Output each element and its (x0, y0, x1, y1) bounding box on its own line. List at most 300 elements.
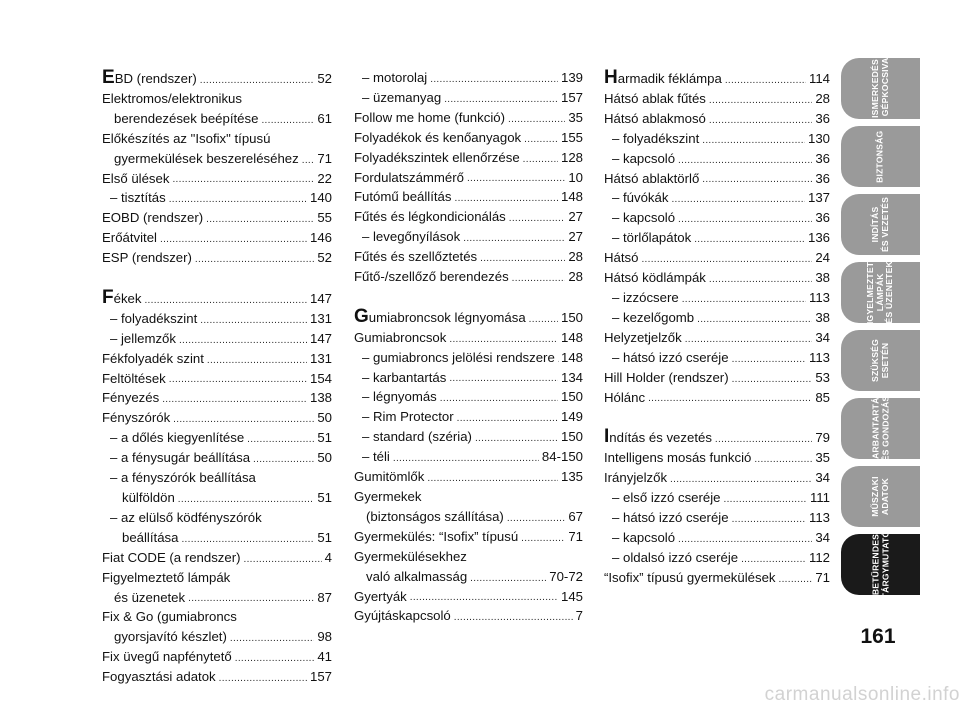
entry-label: Hátsó ablakmosó (604, 110, 706, 126)
entry-label: Fiat CODE (a rendszer) (102, 549, 241, 565)
index-entry (102, 208, 332, 228)
index-entry (102, 428, 332, 448)
chapter-tabs (841, 52, 920, 602)
entry-label: Helyzetjelzők (604, 329, 682, 345)
entry-label: Fűtés és szellőztetés (354, 249, 478, 265)
page-ref: 137 (807, 190, 830, 206)
chapter-tab-label: MŰSZAKI ADATOK (869, 476, 890, 517)
chapter-tab-label: ISMERKEDÉS A GÉPKOCSIVAL (869, 52, 890, 125)
page-ref: 7 (575, 608, 583, 624)
index-entry (354, 187, 583, 207)
chapter-tab[interactable] (841, 255, 920, 330)
leader-dots (454, 606, 573, 626)
entry-continuation (102, 588, 332, 608)
index-entry (604, 548, 830, 568)
entry-label: – üzemanyag (362, 89, 442, 105)
index-entry (102, 468, 332, 508)
index-entry (102, 508, 332, 548)
page-ref: 113 (808, 289, 830, 305)
leader-dots (685, 328, 813, 348)
entry-label: Fogyasztási adatok (102, 669, 216, 685)
entry-label: – karbantartás (362, 369, 447, 385)
section-gap (102, 268, 332, 288)
section-gap (604, 407, 830, 427)
section-initial: E (102, 67, 115, 88)
chapter-tab[interactable] (841, 391, 920, 466)
section-initial: F (102, 286, 114, 308)
entry-label: – hátsó izzó cseréje (612, 349, 729, 365)
index-column-3 (604, 68, 830, 588)
entry-label: – jellemzők (110, 330, 176, 346)
entry-label: Feltöltések (102, 370, 166, 386)
entry-continuation (102, 109, 332, 129)
page-ref: 157 (309, 669, 332, 685)
index-entry (102, 248, 332, 268)
index-entry (102, 228, 332, 248)
leader-dots (188, 588, 314, 608)
page-ref: 113 (808, 349, 830, 365)
page-ref: 36 (815, 110, 830, 126)
page-ref: 67 (568, 508, 583, 524)
entry-label-continued: külföldön (122, 490, 175, 506)
entry-label: – kapcsoló (612, 529, 676, 545)
page-ref: 71 (317, 150, 332, 166)
entry-label: Folyadékok és kenőanyagok (354, 129, 522, 145)
index-entry (354, 307, 583, 328)
leader-dots (244, 548, 322, 568)
page-ref: 138 (309, 390, 332, 406)
leader-dots (206, 208, 314, 228)
section-gap (354, 287, 583, 307)
leader-dots (671, 188, 805, 208)
page-ref: 35 (568, 109, 583, 125)
entry-label: Első ülések (102, 170, 170, 186)
leader-dots (521, 527, 565, 547)
page-ref: 155 (560, 129, 583, 145)
entry-label: – standard (széria) (362, 429, 472, 445)
index-column-1 (102, 68, 332, 687)
chapter-tab-label: INDÍTÁS ÉS VEZETÉS (869, 196, 890, 253)
leader-dots (475, 427, 558, 447)
entry-label: – motorolaj (362, 70, 428, 85)
page-ref: 28 (568, 269, 583, 285)
page-ref: 148 (560, 329, 583, 345)
index-entry (354, 487, 583, 527)
entry-label: Erőátvitel (102, 230, 157, 246)
leader-dots (181, 528, 314, 548)
leader-dots (529, 308, 558, 328)
entry-label: – folyadékszint (612, 130, 700, 146)
entry-label: Gyermekülésekhez (354, 548, 467, 564)
leader-dots (725, 69, 806, 89)
leader-dots (648, 388, 812, 408)
entry-label: Fényezés (102, 390, 160, 406)
page-ref: 147 (309, 330, 332, 346)
index-entry (354, 387, 583, 407)
page-ref: 10 (568, 169, 583, 185)
entry-label: – kapcsoló (612, 210, 676, 226)
entry-label: – első izzó cseréje (612, 490, 721, 506)
entry-label: Gumitömlők (354, 469, 425, 485)
entry-label: Intelligens mosás funkció (604, 450, 752, 466)
entry-continuation (102, 627, 332, 647)
entry-label: Elektromos/elektronikus (102, 90, 242, 106)
leader-dots (732, 368, 813, 388)
entry-label: – tisztítás (110, 190, 166, 206)
leader-dots (463, 227, 565, 247)
index-entry (604, 308, 830, 328)
page-ref: 38 (815, 270, 830, 286)
index-entry (354, 88, 583, 108)
entry-label: Fordulatszámmérő (354, 169, 464, 185)
index-entry (354, 527, 583, 547)
page-ref: 84-150 (541, 449, 583, 465)
entry-label-rest: umiabroncsok légnyomása (368, 309, 526, 325)
index-entry (604, 188, 830, 208)
chapter-tab-label: BIZTONSÁG (874, 130, 885, 183)
entry-label: Hátsó ablaktörlő (604, 170, 700, 186)
leader-dots (508, 108, 565, 128)
entry-continuation (354, 507, 583, 527)
page-ref: 148 (560, 349, 583, 365)
entry-label: Figyelmeztető lámpák (102, 569, 231, 585)
entry-continuation (110, 488, 332, 508)
entry-label: Gumiabroncsok (354, 329, 447, 345)
index-entry (604, 348, 830, 368)
leader-dots (715, 428, 812, 448)
entry-label: Fűtés és légkondicionálás (354, 209, 506, 225)
entry-label (604, 68, 722, 89)
leader-dots (512, 267, 566, 287)
index-entry (354, 328, 583, 348)
leader-dots (641, 248, 812, 268)
index-entry (604, 149, 830, 169)
page-number: 161 (860, 625, 896, 648)
index-entry (354, 407, 583, 427)
entry-label-continued: beállítása (122, 529, 179, 545)
leader-dots (179, 329, 307, 349)
index-entry (604, 568, 830, 588)
page-ref: 150 (560, 429, 583, 445)
leader-dots (235, 647, 315, 667)
index-entry (354, 247, 583, 267)
page-ref: 145 (560, 588, 583, 604)
index-entry (354, 148, 583, 168)
entry-label: Fényszórók (102, 410, 171, 426)
leader-dots (261, 109, 314, 129)
page-ref: 114 (808, 71, 830, 86)
index-entry (354, 547, 583, 587)
leader-dots (678, 149, 812, 169)
entry-label-continued: való alkalmasság (366, 568, 468, 584)
entry-label: ESP (rendszer) (102, 250, 192, 266)
entry-label: – levegőnyílások (362, 229, 461, 245)
entry-label: Előkészítés az "Isofix" típusú (102, 130, 271, 146)
chapter-tab[interactable] (841, 530, 920, 599)
leader-dots (393, 447, 539, 467)
leader-dots (467, 168, 565, 188)
index-entry (604, 68, 830, 89)
page-ref: 34 (815, 329, 830, 345)
index-entry (354, 267, 583, 287)
leader-dots (162, 389, 307, 409)
index-entry (102, 349, 332, 369)
index-entry (354, 348, 583, 368)
entry-label: – a fényszórók beállítása (110, 470, 256, 486)
entry-label: Fűtő-/szellőző berendezés (354, 269, 509, 285)
page-ref: 131 (309, 310, 332, 326)
index-entry (102, 309, 332, 329)
index-entry (102, 568, 332, 608)
index-entry (604, 388, 830, 408)
index-entry (604, 89, 830, 109)
entry-label-rest: armadik féklámpa (617, 71, 722, 86)
page-ref: 61 (317, 110, 332, 126)
page-ref: 34 (815, 470, 830, 486)
chapter-tab[interactable] (841, 52, 920, 125)
chapter-tab[interactable] (841, 126, 920, 187)
index-entry (604, 228, 830, 248)
page-ref: 87 (317, 589, 332, 605)
entry-label: – oldalsó izzó cseréje (612, 549, 739, 565)
page-ref: 70-72 (549, 568, 583, 584)
page-ref: 36 (815, 210, 830, 226)
page-ref: 134 (560, 369, 583, 385)
leader-dots (697, 308, 812, 328)
section-initial: G (354, 305, 369, 327)
page-ref: 135 (560, 469, 583, 485)
index-entry (604, 248, 830, 268)
page-ref: 52 (317, 71, 332, 86)
leader-dots (195, 248, 314, 268)
page-ref: 51 (317, 430, 332, 446)
page-ref: 111 (809, 490, 830, 506)
entry-label-rest: BD (rendszer) (114, 71, 197, 86)
page-ref: 146 (309, 230, 332, 246)
page-ref: 4 (324, 549, 332, 565)
leader-dots (178, 488, 315, 508)
leader-dots (480, 247, 565, 267)
entry-label-rest: ndítás és vezetés (609, 430, 712, 446)
index-entry (354, 207, 583, 227)
page-ref: 85 (815, 389, 830, 405)
entry-label: Follow me home (funkció) (354, 109, 505, 125)
leader-dots (169, 188, 307, 208)
entry-continuation (102, 149, 332, 169)
entry-label (102, 288, 141, 309)
entry-label: Irányjelzők (604, 470, 668, 486)
leader-dots (173, 408, 314, 428)
page-ref: 27 (568, 209, 583, 225)
leader-dots (741, 548, 806, 568)
index-entry (604, 169, 830, 189)
page-ref: 51 (317, 490, 332, 506)
index-entry (604, 328, 830, 348)
page-ref: 50 (317, 450, 332, 466)
leader-dots (219, 667, 307, 687)
page-ref: 147 (309, 290, 332, 306)
index-entry (354, 128, 583, 148)
index-entry (102, 369, 332, 389)
entry-label: – a fénysugár beállítása (110, 450, 251, 466)
index-entry (102, 448, 332, 468)
index-entry (604, 427, 830, 448)
leader-dots (670, 468, 812, 488)
page-ref: 71 (568, 528, 583, 544)
leader-dots (682, 288, 806, 308)
leader-dots (253, 448, 314, 468)
index-entry (354, 427, 583, 447)
entry-label: – fúvókák (612, 190, 669, 206)
entry-label (354, 307, 526, 328)
page-ref: 79 (815, 430, 830, 446)
leader-dots (694, 228, 805, 248)
entry-label-continued: és üzenetek (114, 589, 186, 605)
leader-dots (732, 508, 806, 528)
leader-dots (709, 109, 812, 129)
entry-label-continued: berendezések beépítése (114, 110, 259, 126)
index-entry (102, 647, 332, 667)
index-entry (354, 168, 583, 188)
leader-dots (723, 488, 806, 508)
index-entry (354, 467, 583, 487)
index-entry (604, 448, 830, 468)
index-entry (354, 368, 583, 388)
leader-dots (410, 587, 558, 607)
entry-label: – izzócsere (612, 289, 679, 305)
entry-label: Fékfolyadék szint (102, 350, 204, 366)
page-ref: 154 (309, 370, 332, 386)
entry-label: Hátsó (604, 250, 639, 266)
entry-label: EOBD (rendszer) (102, 210, 204, 226)
chapter-tab-label: BETŰRENDES TÁRGYMUTATÓ (869, 530, 890, 599)
index-entry (102, 548, 332, 568)
page-ref: 41 (317, 649, 332, 665)
index-entry (604, 508, 830, 528)
leader-dots (200, 309, 307, 329)
page-ref: 71 (815, 569, 830, 585)
index-entry (102, 329, 332, 349)
entry-label: Futómű beállítás (354, 189, 452, 205)
page-ref: 22 (317, 170, 332, 186)
page-ref: 148 (560, 189, 583, 205)
page-ref: 51 (317, 529, 332, 545)
entry-label: – kezelőgomb (612, 309, 695, 325)
page-ref: 27 (568, 229, 583, 245)
chapter-tab-label: FIGYELMEZTETŐ LÁMPÁK ÉS ÜZENETEK (865, 255, 895, 330)
leader-dots (678, 528, 812, 548)
entry-label: Hátsó ködlámpák (604, 270, 706, 286)
chapter-tab[interactable] (841, 194, 920, 255)
watermark: carmanualsonline.info (764, 684, 960, 705)
index-entry (102, 667, 332, 687)
leader-dots (709, 89, 812, 109)
entry-label (102, 68, 197, 89)
page-ref: 130 (807, 130, 830, 146)
leader-dots (302, 149, 315, 169)
index-entry (102, 89, 332, 129)
page-ref: 149 (560, 409, 583, 425)
page-ref: 36 (815, 170, 830, 186)
index-entry (604, 208, 830, 228)
leader-dots (709, 268, 812, 288)
index-entry (102, 188, 332, 208)
index-entry (354, 447, 583, 467)
leader-dots (524, 128, 558, 148)
entry-continuation (354, 567, 583, 587)
entry-label: – folyadékszint (110, 310, 198, 326)
page-ref: 28 (568, 249, 583, 265)
page-ref: 52 (317, 250, 332, 266)
page-ref: 98 (317, 629, 332, 645)
leader-dots (440, 388, 558, 408)
leader-dots (230, 627, 314, 647)
chapter-tab[interactable] (841, 330, 920, 391)
entry-label: Hólánc (604, 389, 646, 405)
chapter-tab-label: SZÜKSÉG ESETÉN (869, 339, 890, 382)
index-entry (354, 227, 583, 247)
entry-label: Fix üvegű napfénytető (102, 649, 232, 665)
entry-label: Gyertyák (354, 588, 407, 604)
leader-dots (430, 68, 558, 88)
leader-dots (449, 368, 558, 388)
index-entry (354, 587, 583, 607)
index-entry (604, 368, 830, 388)
leader-dots (523, 148, 558, 168)
index-entry (604, 528, 830, 548)
entry-label: – hátsó izzó cseréje (612, 509, 729, 525)
index-entry (604, 488, 830, 508)
entry-label-continued: gyermekülések beszereléséhez (114, 150, 299, 166)
section-initial: I (604, 426, 610, 448)
index-entry (102, 129, 332, 169)
index-entry (604, 288, 830, 308)
leader-dots (144, 289, 307, 309)
leader-dots (732, 348, 806, 368)
leader-dots (470, 567, 546, 587)
entry-label-continued: (biztonságos szállítása) (366, 508, 504, 524)
entry-label: – kapcsoló (612, 150, 676, 166)
chapter-tab[interactable] (841, 466, 920, 527)
index-column-2 (354, 68, 583, 626)
page-ref: 50 (317, 410, 332, 426)
index-entry (354, 68, 583, 88)
index-entry (102, 68, 332, 89)
index-entry (354, 606, 583, 626)
entry-label: – törlőlapátok (612, 230, 692, 246)
entry-label (604, 427, 712, 448)
leader-dots (455, 187, 558, 207)
page-ref: 136 (807, 230, 830, 246)
page-ref: 36 (815, 150, 830, 166)
entry-label: – téli (362, 449, 390, 465)
index-entry (102, 388, 332, 408)
entry-label: – a dőlés kiegyenlítése (110, 430, 245, 446)
page-ref: 131 (309, 350, 332, 366)
page-ref: 140 (309, 190, 332, 206)
chapter-tab-label: KARBANTARTÁS ÉS GONDOZÁS (869, 391, 890, 466)
leader-dots (172, 169, 314, 189)
leader-dots (702, 129, 805, 149)
entry-label: – az elülső ködfényszórók (110, 509, 262, 525)
page-ref: 113 (808, 509, 830, 525)
leader-dots (457, 407, 558, 427)
page-ref: 53 (815, 369, 830, 385)
entry-label: Hátsó ablak fűtés (604, 90, 706, 106)
entry-label: Hill Holder (rendszer) (604, 369, 729, 385)
entry-label: Gyermekek (354, 489, 422, 505)
entry-label-continued: gyorsjavító készlet) (114, 629, 227, 645)
